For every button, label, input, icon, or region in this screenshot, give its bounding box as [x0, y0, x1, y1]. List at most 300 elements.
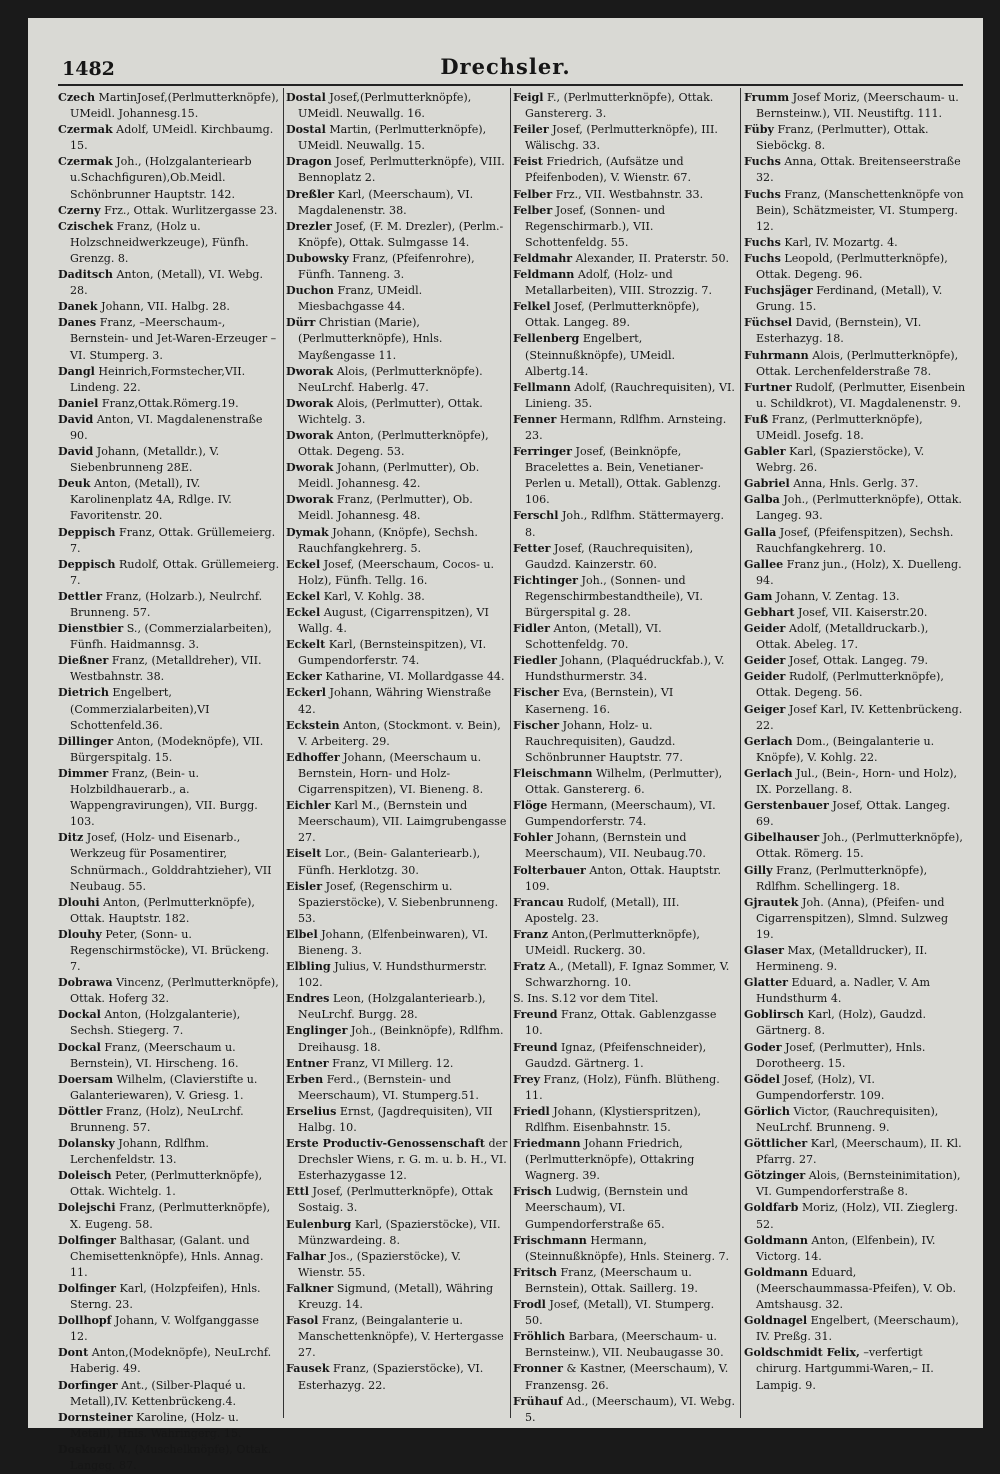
entry-name: Dolfinger: [58, 1233, 117, 1247]
directory-entry: [744, 798, 966, 830]
entry-details: Joh., Rdlfhm. Stättermayerg. 8.: [525, 509, 725, 539]
entry-name: Dworak: [286, 461, 334, 475]
directory-entry: [513, 1007, 735, 1039]
entry-name: Frumm: [744, 91, 790, 104]
entry-name: Friedl: [513, 1104, 550, 1118]
directory-entry: [286, 1072, 508, 1104]
entry-details: Rudolf, (Perlmutterknöpfe), Ottak. Degeng. 56.: [756, 670, 944, 700]
entry-details: A., (Metall), F. Ignaz Sommer, V. Schwarzhorng. 10.: [525, 960, 730, 990]
entry-details: Jos., (Spazierstöcke), V. Wienstr. 55.: [298, 1249, 461, 1279]
entry-name: Fasol: [286, 1314, 319, 1328]
directory-entry: [744, 975, 966, 1007]
entry-details: Anton,(Perlmutterknöpfe), UMeidl. Ruckerg. 30.: [525, 927, 700, 957]
directory-entry: [286, 219, 508, 251]
entry-details: Frz., VII. Westbahnstr. 33.: [552, 187, 704, 201]
directory-entry: [286, 315, 508, 363]
directory-entry: [58, 1136, 280, 1168]
directory-entry: [58, 621, 280, 653]
entry-name: Deppisch: [58, 557, 116, 571]
entry-name: Eulenburg: [286, 1217, 352, 1231]
entry-name: Czech: [58, 91, 96, 104]
entry-name: Englinger: [286, 1024, 348, 1038]
entry-details: Johann, (Bernstein und Meerschaum), VII. Neubaug.70.: [525, 831, 706, 861]
entry-details: Joh. (Anna), (Pfeifen- und Cigarrenspitzen), Slmnd. Sulzweg 19.: [756, 895, 949, 941]
entry-details: Johann, (Klystierspritzen), Rdlfhm. Eisenbahnstr. 15.: [525, 1104, 702, 1134]
directory-entry: [744, 444, 966, 476]
directory-entry: [513, 685, 735, 717]
entry-name: Elbling: [286, 960, 331, 974]
entry-details: Johann Friedrich, (Perlmutterknöpfe), Ottakring Wagnerg. 39.: [525, 1137, 695, 1183]
directory-entry: [744, 766, 966, 798]
directory-page: [28, 18, 983, 1472]
entry-name: Elbel: [286, 927, 318, 941]
entry-name: Danek: [58, 300, 98, 314]
entry-name: Gilly: [744, 863, 773, 877]
entry-name: Drezler: [286, 219, 332, 233]
directory-entry: [744, 1007, 966, 1039]
entry-name: David: [58, 412, 94, 426]
directory-entry: [744, 154, 966, 186]
entry-details: Engelbert, (Steinnußknöpfe), UMeidl. Albertg.14.: [525, 332, 676, 378]
entry-details: Franz, (Beingalanterie u. Manschettenknöpfe), V. Hertergasse 27.: [298, 1314, 504, 1360]
column-divider: [510, 88, 511, 1418]
entry-details: Barbara, (Meerschaum- u. Bernsteinw.), VII. Neubaugasse 30.: [525, 1330, 724, 1360]
entry-details: Max, (Metalldrucker), II. Hermineng. 9.: [756, 943, 928, 974]
entry-details: Franz, (Perlmutter), Ottak. Sieböckg. 8.: [756, 123, 929, 153]
entry-name: Dimmer: [58, 766, 109, 780]
directory-entry: [58, 299, 280, 315]
entry-details: Ad., (Meerschaum), VI. Webg. 5.: [525, 1394, 735, 1424]
directory-entry: [286, 750, 508, 798]
directory-entry: [513, 331, 735, 379]
entry-details: Franz, (Holz), NeuLrchf. Brunneng. 57.: [70, 1104, 244, 1134]
entry-name: Furtner: [744, 380, 792, 394]
directory-entry: [744, 1345, 966, 1393]
directory-entry: [58, 975, 280, 1007]
entry-details: Alois, (Perlmutterknöpfe). NeuLrchf. Haberlg. 47.: [298, 364, 483, 394]
entry-details: Katharine, VI. Mollardgasse 44.: [321, 670, 505, 684]
directory-entry: [58, 90, 280, 122]
entry-details: Johann, (Elfenbeinwaren), VI. Bieneng. 3.: [298, 927, 489, 957]
entry-name: Doskozil: [58, 1442, 112, 1456]
entry-name: Dont: [58, 1346, 89, 1360]
entry-name: Ettl: [286, 1185, 309, 1199]
directory-entry: [744, 476, 966, 492]
entry-name: Geiger: [744, 702, 786, 716]
entry-name: Fellenberg: [513, 332, 580, 346]
directory-entry: [744, 1072, 966, 1104]
entry-name: Ferschl: [513, 509, 559, 523]
directory-entry: [744, 943, 966, 975]
entry-details: Wilhelm, (Perlmutter), Ottak. Ganstererg. 6.: [525, 766, 723, 797]
directory-entry: [513, 1265, 735, 1297]
entry-details: Anton, (Elfenbein), IV. Victorg. 14.: [756, 1233, 936, 1263]
directory-entry: [58, 315, 280, 363]
entry-name: Folterbauer: [513, 863, 586, 877]
directory-entry: [286, 154, 508, 186]
entry-details: Josef, (Metall), VI. Stumperg. 50.: [525, 1298, 715, 1328]
entry-details: Alois, (Bernsteinimitation), VI. Gumpendorferstraße 8.: [756, 1169, 961, 1199]
entry-details: Josef, (Holz- und Eisenarb., Werkzeug für Posamentirer, Schnürmach., Golddrahtzieher), VII Neubaug. 55.: [70, 831, 272, 893]
entry-details: Franz,Ottak.Römerg.19.: [98, 396, 239, 410]
directory-entry: [744, 315, 966, 347]
entry-name: Felber: [513, 203, 553, 217]
entry-details: Karl, V. Kohlg. 38.: [320, 589, 425, 603]
entry-details: Alois, (Perlmutterknöpfe), Ottak. Lerchenfelderstraße 78.: [756, 348, 959, 378]
directory-entry: [744, 1200, 966, 1232]
directory-entry: [286, 557, 508, 589]
entry-details: Karl, IV. Mozartg. 4.: [780, 235, 898, 249]
entry-name: Frühauf: [513, 1394, 563, 1408]
directory-entry: [58, 364, 280, 396]
entry-details: Adolf, (Rauchrequisiten), VI. Linieng. 35.: [525, 380, 735, 410]
directory-entry: [58, 685, 280, 733]
entry-name: Eckel: [286, 557, 321, 571]
entry-details: & Kastner, (Meerschaum), V. Franzensg. 26.: [525, 1362, 729, 1392]
entry-name: Dangl: [58, 364, 95, 378]
entry-name: Fritsch: [513, 1265, 557, 1279]
entry-name: Fidler: [513, 622, 550, 636]
directory-entry: [58, 267, 280, 299]
page-number: 1482: [62, 58, 115, 80]
entry-name: Eckel: [286, 589, 321, 603]
entry-name: Edhoffer: [286, 750, 340, 764]
entry-name: Dobrawa: [58, 976, 113, 990]
entry-details: Eduard, (Meerschaummassa-Pfeifen), V. Ob. Amtshausg. 32.: [756, 1265, 957, 1312]
entry-name: Czischek: [58, 219, 114, 233]
entry-name: Dietrich: [58, 686, 109, 700]
entry-details: Anton, (Perlmutterknöpfe), Ottak. Degeng. 53.: [298, 428, 489, 459]
directory-entry: [286, 959, 508, 991]
entry-name: Dostal: [286, 123, 326, 137]
directory-entry: [513, 90, 735, 122]
entry-name: Frischmann: [513, 1233, 587, 1247]
entry-name: Görlich: [744, 1104, 790, 1118]
entry-name: Fuchs: [744, 235, 781, 249]
directory-entry: [58, 412, 280, 444]
entry-name: Duchon: [286, 284, 334, 298]
entry-name: Fichtinger: [513, 573, 578, 587]
column-1: [58, 90, 280, 1472]
entry-details: Johann, (Knöpfe), Sechsh. Rauchfangkehrerg. 5.: [298, 525, 478, 555]
column-3: [513, 90, 735, 1424]
entry-details: Anton, (Perlmutterknöpfe), Ottak. Hauptstr. 182.: [70, 895, 255, 925]
entry-details: S. Ins. S.12 vor dem Titel.: [513, 992, 659, 1006]
entry-details: Josef, (Rauchrequisiten), Gaudzd. Kainzerstr. 60.: [525, 541, 694, 571]
entry-name: Dlouhy: [58, 927, 102, 941]
entry-name: Geider: [744, 654, 786, 668]
directory-entry: [58, 444, 280, 476]
entry-details: Friedrich, (Aufsätze und Pfeifenboden), V. Wienstr. 67.: [525, 155, 691, 185]
directory-entry: [744, 492, 966, 524]
directory-entry: [513, 1233, 735, 1265]
directory-entry: [286, 187, 508, 219]
entry-name: Geider: [744, 670, 786, 684]
entry-name: Czermak: [58, 155, 113, 169]
directory-entry: [744, 412, 966, 444]
entry-details: Josef, (Regenschirm u. Spazierstöcke), V. Siebenbrunneng. 53.: [298, 879, 499, 925]
entry-details: Josef Moriz, (Meerschaum- u. Bernsteinw.), VII. Neustiftg. 111.: [756, 91, 959, 121]
entry-details: Anton, (Holzgalanterie), Sechsh. Stiegerg. 7.: [70, 1008, 241, 1038]
directory-entry: [286, 1023, 508, 1055]
directory-entry: [58, 557, 280, 589]
entry-name: Göttlicher: [744, 1137, 808, 1151]
entry-name: Galla: [744, 525, 777, 539]
entry-name: Dießner: [58, 654, 109, 668]
directory-entry: [513, 251, 735, 267]
entry-name: Franz: [513, 927, 549, 941]
entry-details: MartinJosef,(Perlmutterknöpfe), UMeidl. Johannesg.15.: [70, 91, 279, 121]
entry-name: Czerny: [58, 203, 101, 217]
entry-details: Ludwig, (Bernstein und Meerschaum), VI. Gumpendorferstraße 65.: [525, 1185, 688, 1231]
directory-entry: [513, 412, 735, 444]
entry-details: Anton, (Modeknöpfe), VII. Bürgerspitalg. 15.: [70, 734, 264, 764]
entry-name: Füchsel: [744, 316, 793, 330]
directory-entry: [513, 863, 735, 895]
directory-entry: [286, 122, 508, 154]
entry-name: Dworak: [286, 428, 334, 442]
directory-entry: [286, 90, 508, 122]
entry-details: Josef, (Perlmutter), Hnls. Dorotheerg. 15.: [756, 1040, 926, 1070]
column-4: [744, 90, 966, 1412]
directory-entry: [58, 589, 280, 621]
entry-name: Dorfinger: [58, 1378, 118, 1392]
entry-details: Hermann, (Steinnußknöpfe), Hnls. Steinerg. 7.: [525, 1233, 730, 1263]
entry-name: Dillinger: [58, 734, 114, 748]
entry-details: Alois, (Perlmutter), Ottak. Wichtelg. 3.: [298, 396, 483, 426]
directory-entry: [513, 154, 735, 186]
entry-name: Fuchs: [744, 155, 781, 169]
directory-entry: [286, 1184, 508, 1216]
entry-details: Anton, (Stockmont. v. Bein), V. Arbeiterg. 29.: [298, 718, 501, 748]
entry-details: Ignaz, (Pfeifenschneider), Gaudzd. Gärtnerg. 1.: [525, 1040, 707, 1070]
entry-details: Karl, (Meerschaum), II. Kl. Pfarrg. 27.: [756, 1137, 962, 1167]
directory-entry: [513, 991, 735, 1007]
directory-entry: [744, 283, 966, 315]
entry-details: Karl, (Spazierstöcke), V. Webrg. 26.: [756, 445, 925, 475]
entry-details: Vincenz, (Perlmutterknöpfe), Ottak. Hoferg 32.: [70, 976, 279, 1006]
directory-entry: [513, 1297, 735, 1329]
entry-details: Anton, (Metall), VI. Webg. 28.: [70, 268, 264, 298]
entry-details: Jul., (Bein-, Horn- und Holz), IX. Porzellang. 8.: [756, 766, 957, 797]
entry-details: Franz, (Holzarb.), Neulrchf. Brunneng. 57.: [70, 589, 263, 619]
directory-entry: [513, 573, 735, 621]
directory-entry: [58, 396, 280, 412]
entry-name: Flöge: [513, 799, 548, 813]
directory-entry: [513, 1104, 735, 1136]
entry-name: Fetter: [513, 541, 551, 555]
entry-details: Christian (Marie), (Perlmutterknöpfe), Hnls. Mayßengasse 11.: [298, 316, 443, 362]
directory-entry: [513, 959, 735, 991]
entry-details: –verfertigt chirurg. Hartgummi-Waren,– II. Lampig. 9.: [756, 1346, 934, 1392]
directory-entry: [286, 525, 508, 557]
entry-details: Karoline, (Holz- u. Metall), Hnls. Währingerg. 15.: [70, 1410, 242, 1440]
entry-name: Entner: [286, 1056, 329, 1070]
directory-entry: [513, 1361, 735, 1393]
entry-name: Freund: [513, 1040, 558, 1054]
directory-entry: [58, 927, 280, 975]
entry-details: Karl, (Holz), Gaudzd. Gärtnerg. 8.: [756, 1008, 926, 1038]
entry-name: Deppisch: [58, 525, 116, 539]
directory-entry: [744, 90, 966, 122]
entry-name: Feldmahr: [513, 251, 573, 265]
directory-entry: [513, 766, 735, 798]
entry-name: David: [58, 445, 94, 459]
directory-entry: [286, 283, 508, 315]
entry-name: Feiler: [513, 123, 549, 137]
directory-entry: [513, 187, 735, 203]
directory-entry: [286, 1217, 508, 1249]
entry-name: Fuchs: [744, 187, 781, 201]
directory-entry: [744, 863, 966, 895]
entry-details: Josef, (Holz), VI. Gumpendorferstr. 109.: [756, 1072, 885, 1102]
entry-name: Ditz: [58, 831, 84, 845]
page-title: Drechsler.: [440, 54, 571, 79]
directory-entry: [286, 669, 508, 685]
entry-details: Eva, (Bernstein), VI Kaserneng. 16.: [525, 686, 674, 716]
entry-details: Johann, Währing Wienstraße 42.: [298, 686, 492, 716]
entry-details: August, (Cigarrenspitzen), VI Wallg. 4.: [298, 606, 489, 636]
directory-entry: [513, 380, 735, 412]
entry-details: Franz, Ottak. Gablenzgasse 10.: [525, 1008, 717, 1038]
directory-entry: [744, 1104, 966, 1136]
entry-details: Joh., (Sonnen- und Regenschirmbestandtheile), VI. Bürgerspital g. 28.: [525, 573, 703, 619]
entry-details: Josef, Ottak. Langeg. 69.: [756, 799, 951, 829]
entry-details: Franz, (Perlmutterknöpfe), UMeidl. Josefg. 18.: [756, 412, 923, 442]
entry-name: Dworak: [286, 396, 334, 410]
entry-details: Anton, VI. Magdalenenstraße 90.: [70, 412, 263, 442]
entry-name: Fausek: [286, 1362, 330, 1376]
entry-details: David, (Bernstein), VI. Esterhazyg. 18.: [756, 316, 922, 346]
entry-details: Karl, (Meerschaum), VI. Magdalenenstr. 38.: [298, 187, 474, 217]
entry-details: Adolf, (Holz- und Metallarbeiten), VIII. Strozzig. 7.: [525, 268, 713, 298]
directory-entry: [744, 605, 966, 621]
entry-details: Franz, UMeidl. Miesbachgasse 44.: [298, 284, 423, 314]
entry-name: Eisler: [286, 879, 323, 893]
directory-entry: [744, 621, 966, 653]
entry-details: Josef, (F. M. Drezler), (Perlm.-Knöpfe), Ottak. Sulmgasse 14.: [298, 219, 504, 249]
entry-name: Fuchsjäger: [744, 284, 813, 298]
directory-entry: [513, 1184, 735, 1232]
entry-details: Franz, (Spazierstöcke), VI. Esterhazyg. 22.: [298, 1362, 484, 1392]
entry-details: S., (Commerzialarbeiten), Fünfh. Haidmannsg. 3.: [70, 622, 272, 652]
entry-name: Dworak: [286, 493, 334, 507]
entry-details: Anton, Ottak. Hauptstr. 109.: [525, 863, 722, 893]
directory-entry: [58, 1410, 280, 1442]
entry-details: Lor., (Bein- Galanteriearb.), Fünfh. Herklotzg. 30.: [298, 847, 481, 877]
entry-name: Eckerl: [286, 686, 327, 700]
directory-entry: [286, 589, 508, 605]
entry-details: Josef,(Perlmutterknöpfe), UMeidl. Neuwallg. 16.: [298, 91, 472, 121]
entry-details: der Drechsler Wiens, r. G. m. u. b. H., VI. Esterhazygasse 12.: [298, 1137, 508, 1183]
entry-name: Doleisch: [58, 1169, 112, 1183]
directory-entry: [58, 1040, 280, 1072]
directory-entry: [744, 1136, 966, 1168]
directory-entry: [513, 122, 735, 154]
directory-entry: [58, 1168, 280, 1200]
directory-entry: [513, 508, 735, 540]
entry-name: Fellmann: [513, 380, 571, 394]
entry-details: Eduard, a. Nadler, V. Am Hundsthurm 4.: [756, 976, 930, 1006]
entry-name: Frisch: [513, 1185, 552, 1199]
entry-details: Josef, (Beinknöpfe, Bracelettes a. Bein, Venetianer-Perlen u. Metall), Ottak. Gablenzg. 106.: [525, 445, 721, 507]
directory-entry: [58, 1104, 280, 1136]
entry-details: Karl, (Bernsteinspitzen), VI. Gumpendorferstr. 74.: [298, 638, 487, 668]
directory-entry: [286, 1281, 508, 1313]
entry-details: Josef, (Perlmutterknöpfe), III. Wälischg. 33.: [525, 123, 718, 153]
entry-name: Feist: [513, 155, 543, 169]
directory-entry: [513, 299, 735, 331]
entry-details: Franz jun., (Holz), X. Duelleng. 94.: [756, 557, 962, 587]
entry-details: Franz, (Pfeifenrohre), Fünfh. Tanneng. 3.: [298, 251, 475, 282]
entry-details: Franz, (Holz), Fünfh. Blütheng. 11.: [525, 1072, 720, 1102]
entry-name: Galba: [744, 493, 780, 507]
entry-details: Joh., (Holzgalanteriearb u.Schachfiguren),Ob.Meidl. Schönbrunner Hauptstr. 142.: [70, 155, 252, 201]
entry-details: Joh., (Beinknöpfe), Rdlfhm. Dreihausg. 18.: [298, 1024, 504, 1054]
entry-details: Hermann, Rdlfhm. Arnsteing. 23.: [525, 412, 727, 442]
directory-entry: [58, 525, 280, 557]
directory-entry: [286, 637, 508, 669]
entry-details: Peter, (Perlmutterknöpfe), Ottak. Wichtelg. 1.: [70, 1169, 263, 1199]
directory-entry: [286, 364, 508, 396]
entry-name: Falkner: [286, 1281, 334, 1295]
directory-entry: [286, 1104, 508, 1136]
directory-entry: [744, 653, 966, 669]
entry-details: Franz, (Perlmutterknöpfe), X. Eugeng. 58.: [70, 1201, 271, 1231]
column-2: [286, 90, 508, 1412]
entry-details: Johann, VII. Halbg. 28.: [97, 300, 230, 314]
entry-name: Goldmann: [744, 1233, 808, 1247]
entry-name: Eiselt: [286, 847, 322, 861]
directory-entry: [58, 653, 280, 685]
entry-details: Franz, (Perlmutter), Ob. Meidl. Johannesg. 48.: [298, 493, 473, 523]
directory-entry: [744, 251, 966, 283]
entry-details: Josef, (Pfeifenspitzen), Sechsh. Rauchfangkehrerg. 10.: [756, 525, 954, 555]
directory-entry: [286, 685, 508, 717]
directory-entry: [513, 1040, 735, 1072]
entry-name: Frodl: [513, 1298, 546, 1312]
directory-entry: [58, 203, 280, 219]
entry-details: Martin, (Perlmutterknöpfe), UMeidl. Neuwallg. 15.: [298, 123, 487, 153]
directory-entry: [286, 1136, 508, 1184]
entry-name: Feldmann: [513, 268, 575, 282]
entry-name: Dettler: [58, 589, 103, 603]
entry-name: Goder: [744, 1040, 782, 1054]
entry-details: Joh., (Perlmutterknöpfe), Ottak. Römerg. 15.: [756, 831, 963, 861]
directory-entry: [58, 1378, 280, 1410]
entry-name: Falhar: [286, 1249, 326, 1263]
entry-details: Engelbert, (Meerschaum), IV. Preßg. 31.: [756, 1314, 959, 1344]
entry-name: Czermak: [58, 123, 113, 137]
entry-name: Dolfinger: [58, 1281, 117, 1295]
directory-entry: [286, 879, 508, 927]
entry-details: Anton, (Metall), IV. Karolinenplatz 4A, Rdlge. IV. Favoritenstr. 20.: [70, 477, 232, 523]
entry-details: Leopold, (Perlmutterknöpfe), Ottak. Degeng. 96.: [756, 251, 948, 282]
entry-name: Daditsch: [58, 268, 113, 282]
entry-details: Franz, (Perlmutterknöpfe), Rdlfhm. Schellingerg. 18.: [756, 863, 928, 893]
entry-name: Eichler: [286, 799, 331, 813]
entry-name: Fohler: [513, 831, 553, 845]
directory-entry: [513, 653, 735, 685]
entry-name: Dockal: [58, 1040, 101, 1054]
entry-details: Ferd., (Bernstein- und Meerschaum), VI. Stumperg.51.: [298, 1072, 479, 1102]
entry-details: Josef, (Meerschaum, Cocos- u. Holz), Fünfh. Tellg. 16.: [298, 557, 495, 587]
entry-details: Johann, Rdlfhm. Lerchenfeldstr. 13.: [70, 1137, 209, 1167]
entry-details: Adolf, (Metalldruckarb.), Ottak. Abeleg. 17.: [756, 622, 929, 652]
directory-entry: [513, 267, 735, 299]
directory-entry: [513, 541, 735, 573]
entry-details: Johann, Holz- u. Rauchrequisiten), Gaudzd. Schönbrunner Hauptstr. 77.: [525, 718, 683, 764]
